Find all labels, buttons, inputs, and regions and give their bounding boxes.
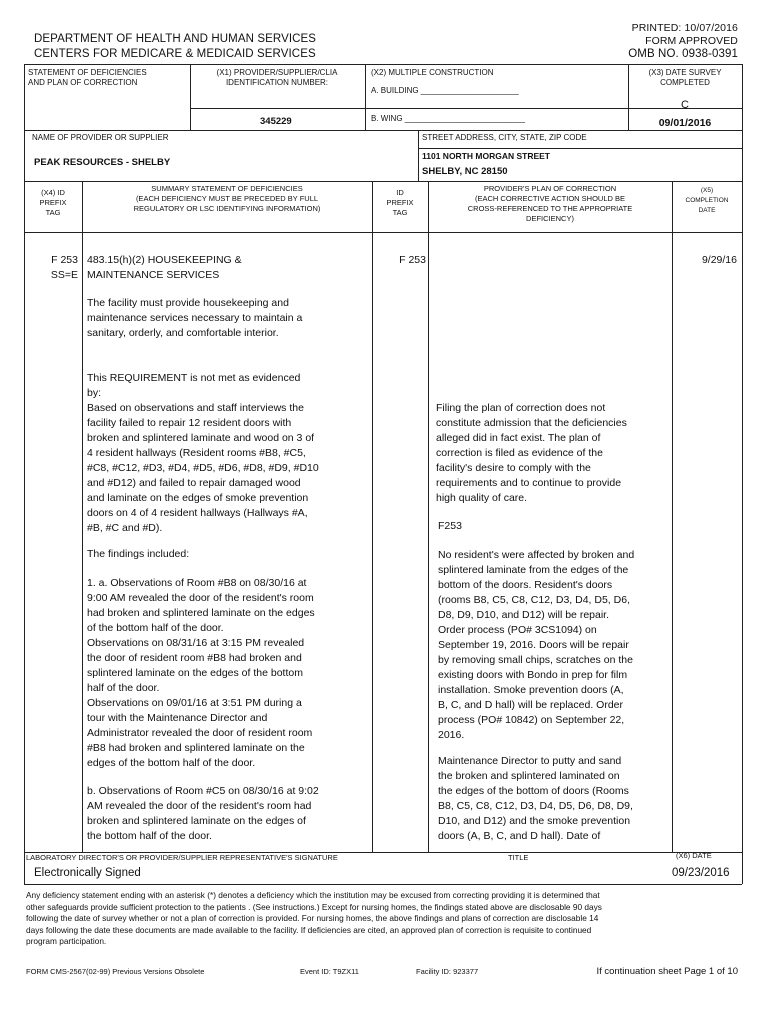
x6-date-label: (X6) DATE bbox=[676, 851, 712, 860]
plan-prefix-tag: F 253 bbox=[399, 254, 426, 266]
plan-corrective-action: No resident's were affected by broken and splintered laminate from the edges of the bottom of the doors. Resident's doors (rooms B8, C5, C8, C12, D3, D4, D5, D6, D8, D9, D10, and D12) will be repair. Order process (PO# 3CS1094) on September 19, 2016. Doors will be repair by removing small chips, scratches on the existing doors with Bondo in prep for film installation. Smoke prevention doors (A, B, C, and D hall) will be replaced. Order process (PO# 10842) on September 22, 2016. bbox=[438, 549, 635, 741]
x2-label: (X2) MULTIPLE CONSTRUCTION bbox=[371, 68, 494, 77]
plan-tag-ref: F253 bbox=[438, 520, 462, 532]
facility-id: Facility ID: 923377 bbox=[416, 967, 479, 976]
department-name: DEPARTMENT OF HEALTH AND HUMAN SERVICES bbox=[34, 33, 317, 45]
address-label: STREET ADDRESS, CITY, STATE, ZIP CODE bbox=[422, 133, 587, 142]
signature-date: 09/23/2016 bbox=[672, 867, 730, 879]
deficiency-summary: This REQUIREMENT is not met as evidenced by: Based on observations and staff interviews the facility failed to repair 12 resident doors with broken and splintered laminate and wood on 3 of 4 resident hallways (Resident rooms #B8, #C5, #C8, #C12, #D3, #D4, #D5, #D6, #D8, #D9, #D10 and #D12) and failed to repair damaged wood and laminate on the edges of smoke prevention doors on 4 of 4 resident hallways (Hallways #A, #B, #C and #D). bbox=[87, 372, 319, 534]
statement-label: STATEMENT OF DEFICIENCIES AND PLAN OF CORRECTION bbox=[28, 68, 147, 87]
provider-name: PEAK RESOURCES - SHELBY bbox=[34, 157, 171, 168]
wing-field: B. WING ___________________________ bbox=[371, 114, 525, 123]
plan-maintenance-action: Maintenance Director to putty and sand the broken and splintered laminated on the edges of the bottom of doors (Rooms B8, C5, C8, C12, D3, D4, D5, D6, D8, D9, D10, and D12) and the smoke prevention doors (A, B, C, and D hall). Date of bbox=[438, 755, 633, 842]
summary-header: SUMMARY STATEMENT OF DEFICIENCIES (EACH DEFICIENCY MUST BE PRECEDED BY FULL REGULATORY OR LSC IDENTIFYING INFORMATION) bbox=[133, 184, 321, 213]
x3-label: (X3) DATE SURVEY COMPLETED bbox=[648, 68, 722, 87]
disclaimer-text: Any deficiency statement ending with an asterisk (*) denotes a deficiency which the institution may be excused from correcting providing it is determined that other safeguards provide sufficient protection to the patients . (See instructions.) Except for nursing homes, the findings stated above are disclosable 90 days following the date of survey whether or not a plan of correction is provided. For nursing homes, the above findings and plans of correction are disclosable 14 days following the date these documents are made available to the facility. If deficiencies are cited, an approved plan of correction is requisite to continued program participation. bbox=[26, 890, 602, 946]
title-label: TITLE bbox=[508, 853, 529, 862]
page-indicator: If continuation sheet Page 1 of 10 bbox=[596, 966, 738, 977]
plan-header: PROVIDER'S PLAN OF CORRECTION (EACH CORRECTIVE ACTION SHOULD BE CROSS-REFERENCED TO THE APPROPRIATE DEFICIENCY) bbox=[467, 184, 633, 223]
survey-completed-date: 09/01/2016 bbox=[658, 117, 712, 129]
signature-label: LABORATORY DIRECTOR'S OR PROVIDER/SUPPLIER REPRESENTATIVE'S SIGNATURE bbox=[26, 853, 338, 862]
findings-intro: The findings included: bbox=[87, 548, 190, 560]
requirement-text: The facility must provide housekeeping and maintenance services necessary to maintain a sanitary, orderly, and comfortable interior. bbox=[87, 297, 303, 339]
printed-date: PRINTED: 10/07/2016 bbox=[631, 22, 738, 34]
x1-label: (X1) PROVIDER/SUPPLIER/CLIA IDENTIFICATION NUMBER: bbox=[216, 68, 338, 87]
city-state-zip: SHELBY, NC 28150 bbox=[422, 166, 508, 177]
survey-code: C bbox=[681, 99, 689, 111]
regulation-title: 483.15(h)(2) HOUSEKEEPING & MAINTENANCE SERVICES bbox=[87, 254, 242, 281]
id-header: ID PREFIX TAG bbox=[386, 188, 414, 217]
plan-disclaimer: Filing the plan of correction does not constitute admission that the deficiencies alleged did in fact exist. The plan of correction is filed as evidence of the facility's desire to comply with the requirements and to continue to provide high quality of care. bbox=[436, 402, 627, 504]
provider-id-number: 345229 bbox=[260, 116, 292, 127]
finding-room-c5: b. Observations of Room #C5 on 08/30/16 at 9:02 AM revealed the door of the resident's room had broken and splintered laminate on the edges of the bottom half of the door. bbox=[87, 785, 319, 842]
completion-date: 9/29/16 bbox=[701, 254, 737, 266]
finding-room-b8: 1. a. Observations of Room #B8 on 08/30/16 at 9:00 AM revealed the door of the resident's room had broken and splintered laminate on the edges of the bottom half of the door. Observations on 08/31/16 at 3:15 PM revealed the door of resident room #B8 had broken and splintered laminate on the edges of the bottom half of the door. Observations on 09/01/16 at 3:51 PM during a tour with the Maintenance Director and Administrator revealed the door of resident room #B8 had broken and splintered laminate on the edges of the bottom half of the door. bbox=[87, 577, 315, 769]
x4-header: (X4) ID PREFIX TAG bbox=[39, 188, 67, 217]
agency-name: CENTERS FOR MEDICARE & MEDICAID SERVICES bbox=[34, 48, 316, 60]
x5-header: (X5) COMPLETION DATE bbox=[685, 187, 729, 214]
omb-number: OMB NO. 0938-0391 bbox=[628, 48, 738, 60]
provider-name-label: NAME OF PROVIDER OR SUPPLIER bbox=[32, 133, 169, 142]
prefix-tag: F 253 bbox=[51, 254, 78, 266]
form-number: FORM CMS-2567(02-99) Previous Versions Obsolete bbox=[26, 967, 205, 976]
building-field: A. BUILDING ______________________ bbox=[371, 86, 519, 95]
scope-severity: SS=E bbox=[50, 269, 78, 281]
event-id: Event ID: T9ZX11 bbox=[300, 967, 359, 976]
form-approved: FORM APPROVED bbox=[645, 35, 738, 47]
street-address: 1101 NORTH MORGAN STREET bbox=[422, 151, 550, 161]
signature-value: Electronically Signed bbox=[34, 867, 141, 879]
